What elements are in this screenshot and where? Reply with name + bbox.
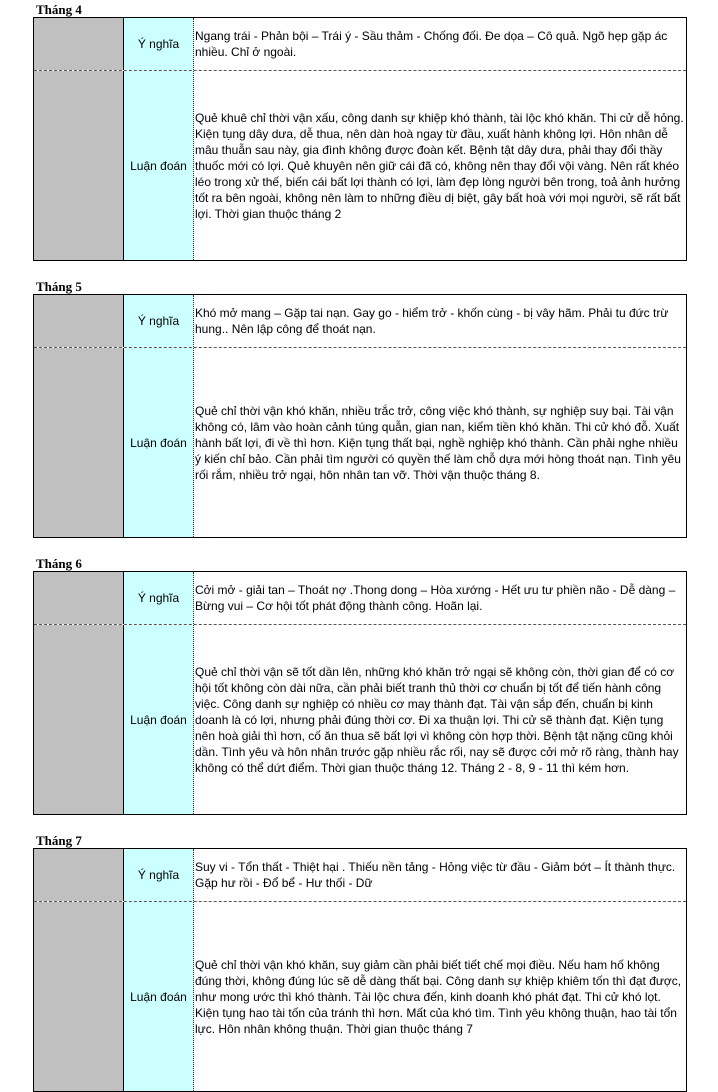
month-table [33, 571, 687, 815]
analysis-text: Quẻ chỉ thời vận sẽ tốt dần lên, những khó khăn trở ngại sẽ không còn, thời gian để có cơ hội tốt không còn dài nữa, cần phải biết tranh thủ thời cơ chuẩn bị tốt để tiến hành công việc. Công danh sự nghiệp có nhiều cơ may thành đạt. Tài vận sắp đến, chuẩn bị kinh doanh là có lợi, nhưng phải đúng thời cơ. Đi xa thuận lợi. Thi cử sẽ thành đạt. Kiện tụng nên hoà giải thì hơn, cố ăn thua sẽ bất lợi vì không còn hợp thời. Bệnh tật nặng cũng khỏi dần. Tình yêu và hôn nhân trước gặp nhiều rắc rối, nay sẽ được cởi mở rõ ràng, thành hay không có thể dứt điểm. Thời gian thuộc tháng 12. Tháng 2 - 8, 9 - 11 thì kém hơn. [195, 664, 679, 775]
meaning-text: Khó mở mang – Gặp tai nạn. Gay go - hiểm trở - khốn cùng - bị vây hãm. Phải tu đức trừ hung.. Nên lập công để thoát nạn. [195, 306, 669, 336]
month-table [33, 294, 687, 538]
meaning-label: Ý nghĩa [124, 18, 194, 70]
gray-cell [34, 625, 124, 814]
analysis-row [34, 902, 686, 1091]
gray-cell [34, 849, 124, 901]
meaning-text: Cởi mở - giải tan – Thoát nợ .Thong dong – Hòa xướng - Hết ưu tư phiền não - Dễ dàng – Bừng vui – Cơ hội tốt phát động thành công. Hoãn lại. [195, 583, 676, 613]
month-table [33, 848, 687, 1092]
analysis-row [34, 71, 686, 260]
analysis-text: Quẻ khuê chỉ thời vận xấu, công danh sự khiệp khó thành, tài lộc khó khăn. Thi cử dễ hỏng. Kiện tụng dây dưa, dễ thua, nên dàn hoà ngay từ đầu, xuất hành không lợi. Hôn nhân dễ mâu thuẫn sau này, gia đình không được đoàn kết. Bệnh tật dây dưa, phải thay đổi thầy thuốc mới có lợi. Quẻ khuyên nên giữ cái đã có, không nên thay đổi vội vàng. Nên rất khéo léo trong xử thế, biến cái bất lợi thành có lợi, làm đẹp lòng người bên trong, toả ảnh hưởng tốt ra bên ngoài, không nên làm to những điều dị biệt, gây bất hoà với mọi người, sẽ rất bất lợi. Thời gian thuộc tháng 2 [195, 110, 684, 221]
gray-cell [34, 902, 124, 1091]
analysis-text: Quẻ chỉ thời vận khó khăn, suy giảm cần phải biết tiết chế mọi điều. Nếu ham hố không đúng thời, không đúng lúc sẽ dễ dàng thất bại. Công danh sự khiệp khiêm tốn thì đạt được, như mong ước thì khó thành. Tài lộc chưa đến, kinh doanh khó phát đạt. Thi cử khó lọt. Kiện tụng hao tài tốn của tránh thì hơn. Mất của khó tìm. Tình yêu không thuận, hao tài tổn lực. Hôn nhân không thuận. Thời gian thuộc tháng 7 [195, 957, 682, 1036]
gray-cell [34, 572, 124, 624]
meaning-row [34, 18, 686, 71]
month-title: Tháng 5 [36, 279, 82, 294]
meaning-label: Ý nghĩa [124, 295, 194, 347]
gray-cell [34, 348, 124, 537]
analysis-label: Luận đoán [124, 625, 194, 814]
analysis-label: Luận đoán [124, 348, 194, 537]
analysis-row [34, 348, 686, 537]
meaning-label: Ý nghĩa [124, 849, 194, 901]
meaning-label: Ý nghĩa [124, 572, 194, 624]
gray-cell [34, 295, 124, 347]
meaning-row [34, 295, 686, 348]
gray-cell [34, 18, 124, 70]
analysis-text: Quẻ chỉ thời vận khó khăn, nhiều trắc trở, công việc khó thành, sự nghiệp suy bại. Tài vận không có, lâm vào hoàn cảnh túng quẫn, gian nan, kiếm tiền khó khăn. Thi cử khó đỗ. Xuất hành bất lợi, đi về thì hơn. Kiện tụng thất bại, nghề nghiệp khó thành. Cần phải nghe nhiều ý kiến chỉ bảo. Cần phải tìm người có quyền thế làm chỗ dựa mới hòng thoát nạn. Tình yêu rối rắm, nhiều trở ngại, hôn nhân tan vỡ. Thời vận thuộc tháng 8. [195, 403, 681, 482]
analysis-row [34, 625, 686, 814]
meaning-text: Suy vi - Tổn thất - Thiệt hại . Thiếu nền tảng - Hỏng việc từ đầu - Giảm bớt – Ít thành thực. Gặp hư rồi - Đổ bể - Hư thối - Dữ [195, 860, 676, 890]
gray-cell [34, 71, 124, 260]
meaning-row [34, 572, 686, 625]
month-table [33, 17, 687, 261]
analysis-label: Luận đoán [124, 71, 194, 260]
month-title: Tháng 6 [36, 556, 82, 571]
analysis-label: Luận đoán [124, 902, 194, 1091]
meaning-row [34, 849, 686, 902]
month-title: Tháng 4 [36, 2, 82, 17]
month-title: Tháng 7 [36, 833, 82, 848]
meaning-text: Ngang trái - Phản bội – Trái ý - Sầu thảm - Chống đối. Đe dọa – Cô quả. Ngõ hẹp gặp ác nhiều. Chỉ ở ngoài. [195, 29, 668, 59]
